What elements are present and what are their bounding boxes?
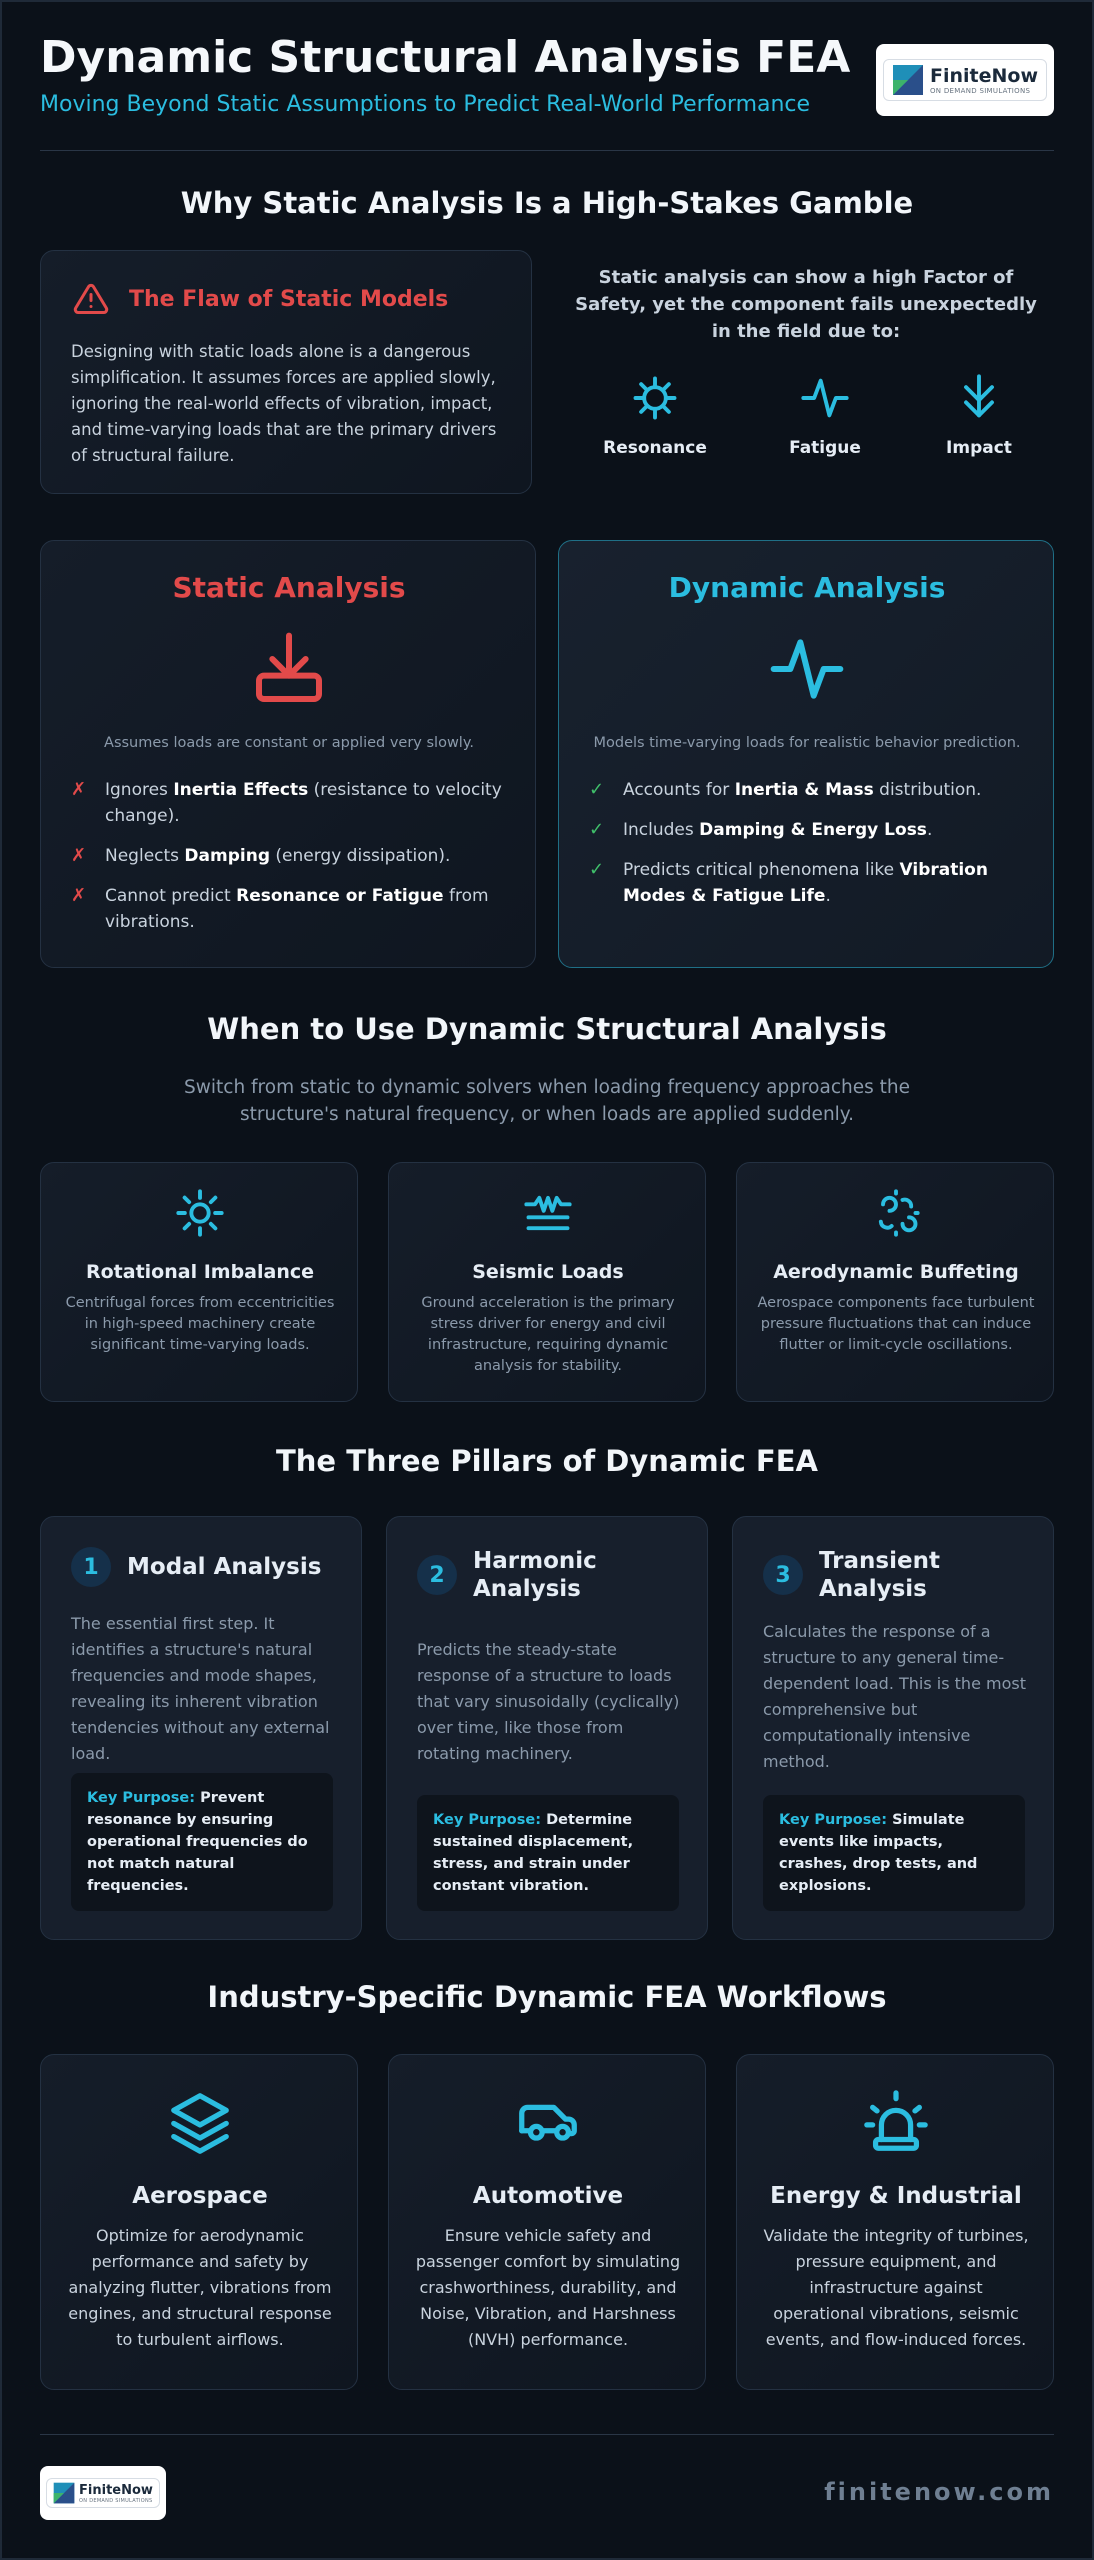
flaw-card xyxy=(40,250,532,494)
footer-url-link[interactable]: finitenow.com xyxy=(824,2478,1054,2506)
cause-resonance xyxy=(590,372,720,458)
cause-impact xyxy=(914,372,1044,458)
industry-card-automotive xyxy=(388,2054,706,2390)
seismic-wave-icon xyxy=(522,1187,574,1239)
industry-text: Validate the integrity of turbines, pressure equipment, and infrastructure against operational vibrations, seismic events, and flow-induced forces. xyxy=(763,2226,1029,2349)
key-purpose-label: Key Purpose: xyxy=(87,1790,196,1806)
footer-divider xyxy=(40,2434,1054,2435)
section-title-industry: Industry-Specific Dynamic FEA Workflows xyxy=(207,1980,887,2014)
case-card-rotational xyxy=(40,1162,358,1402)
cause-label: Fatigue xyxy=(789,438,861,458)
logo-tagline: ON DEMAND SIMULATIONS xyxy=(79,2497,153,2504)
virus-icon xyxy=(629,372,681,424)
flaw-text: Designing with static loads alone is a dangerous simplification. It assumes forces are applied slowly, ignoring the real-world effects of vibration, impact, and time-varying loads that are the primary drivers of structural failure. xyxy=(71,342,497,465)
dynamic-card xyxy=(558,540,1054,968)
wind-swirl-icon xyxy=(870,1187,922,1239)
case-title: Aerodynamic Buffeting xyxy=(773,1261,1019,1283)
industry-card-energy xyxy=(736,2054,1054,2390)
when-intro: Switch from static to dynamic solvers when loading frequency approaches the structure's natural frequency, or when loads are applied suddenly. xyxy=(184,1077,910,1125)
dynamic-item: ✓ Includes Damping & Energy Loss. xyxy=(589,817,1029,843)
pillar-card-harmonic xyxy=(386,1516,708,1940)
dynamic-title: Dynamic Analysis xyxy=(668,571,946,604)
fos-text: Static analysis can show a high Factor of Safety, yet the component fails unexpectedly in the field due to: xyxy=(575,267,1037,342)
x-mark-icon: ✗ xyxy=(71,779,87,800)
sun-icon xyxy=(174,1187,226,1239)
section-title-gamble: Why Static Analysis Is a High-Stakes Gamble xyxy=(180,186,914,220)
footer-logo[interactable] xyxy=(40,2466,166,2520)
page-subtitle: Moving Beyond Static Assumptions to Predict Real-World Performance xyxy=(40,92,811,117)
logo-wordmark: FiniteNow xyxy=(929,65,1038,87)
key-purpose-label: Key Purpose: xyxy=(779,1812,888,1828)
industry-text: Optimize for aerodynamic performance and safety by analyzing flutter, vibrations from engines, and structural response to turbulent airflows. xyxy=(68,2226,332,2349)
cause-label: Impact xyxy=(946,438,1012,458)
dynamic-item: ✓ Predicts critical phenomena like Vibration Modes & Fatigue Life. xyxy=(589,857,1029,909)
case-card-seismic xyxy=(388,1162,706,1402)
static-desc: Assumes loads are constant or applied very slowly. xyxy=(104,735,474,751)
industry-title: Automotive xyxy=(472,2183,624,2209)
logo-tagline: ON DEMAND SIMULATIONS xyxy=(929,87,1031,95)
static-item: ✗ Cannot predict Resonance or Fatigue from vibrations. xyxy=(71,883,511,935)
pillar-card-modal xyxy=(40,1516,362,1940)
dynamic-item: ✓ Accounts for Inertia & Mass distribution. xyxy=(589,777,1029,803)
header-divider xyxy=(40,150,1054,151)
case-card-aero xyxy=(736,1162,1054,1402)
pillar-purpose: Key Purpose: Prevent resonance by ensuring operational frequencies do not match natural frequencies. xyxy=(71,1773,333,1911)
dynamic-list xyxy=(589,777,1029,923)
car-icon xyxy=(513,2087,583,2157)
download-tray-icon xyxy=(249,629,329,709)
industry-card-aerospace xyxy=(40,2054,358,2390)
check-icon: ✓ xyxy=(589,779,605,800)
static-item: ✗ Ignores Inertia Effects (resistance to velocity change). xyxy=(71,777,511,829)
flaw-title: The Flaw of Static Models xyxy=(129,287,449,312)
pulse-icon xyxy=(799,372,851,424)
key-purpose-label: Key Purpose: xyxy=(433,1812,542,1828)
pillar-title: Harmonic Analysis xyxy=(473,1548,597,1602)
case-title: Seismic Loads xyxy=(472,1261,624,1283)
arrow-down-icon xyxy=(953,372,1005,424)
pillar-title: Modal Analysis xyxy=(127,1554,322,1580)
pillar-number: 1 xyxy=(71,1547,111,1587)
static-item: ✗ Neglects Damping (energy dissipation). xyxy=(71,843,511,869)
case-text: Centrifugal forces from eccentricities in high-speed machinery create significant time-varying loads. xyxy=(65,1295,335,1353)
case-text: Ground acceleration is the primary stress driver for energy and civil infrastructure, requiring dynamic analysis for stability. xyxy=(421,1295,675,1374)
pillar-text: Predicts the steady-state response of a structure to loads that vary sinusoidally (cyclically) over time, like those from rotating machinery. xyxy=(417,1640,680,1763)
case-title: Rotational Imbalance xyxy=(85,1261,314,1283)
pillar-text: The essential first step. It identifies a structure's natural frequencies and mode shapes, revealing its inherent vibration tendencies without any external load. xyxy=(71,1614,330,1763)
industry-title: Aerospace xyxy=(132,2183,268,2209)
static-card xyxy=(40,540,536,968)
pillar-purpose: Key Purpose: Determine sustained displacement, stress, and strain under constant vibration. xyxy=(417,1795,679,1911)
finitenow-logo-icon xyxy=(53,2482,75,2504)
static-list xyxy=(71,777,511,949)
pillar-number: 3 xyxy=(763,1555,803,1595)
logo-wordmark: FiniteNow xyxy=(79,2482,153,2498)
pillar-card-transient xyxy=(732,1516,1054,1940)
finitenow-logo-icon xyxy=(892,64,924,96)
pulse-icon xyxy=(767,629,847,709)
x-mark-icon: ✗ xyxy=(71,885,87,906)
check-icon: ✓ xyxy=(589,859,605,880)
x-mark-icon: ✗ xyxy=(71,845,87,866)
check-icon: ✓ xyxy=(589,819,605,840)
cause-label: Resonance xyxy=(603,438,707,458)
dynamic-desc: Models time-varying loads for realistic behavior prediction. xyxy=(593,735,1021,751)
cause-fatigue xyxy=(760,372,890,458)
alarm-light-icon xyxy=(861,2087,931,2157)
industry-text: Ensure vehicle safety and passenger comfort by simulating crashworthiness, durability, and Noise, Vibration, and Harshness (NVH) performance. xyxy=(415,2226,681,2349)
case-text: Aerospace components face turbulent pressure fluctuations that can induce flutter or limit-cycle oscillations. xyxy=(757,1295,1035,1353)
layers-icon xyxy=(165,2087,235,2157)
pillar-title: Transient Analysis xyxy=(819,1548,940,1602)
pillar-number: 2 xyxy=(417,1555,457,1595)
section-title-when: When to Use Dynamic Structural Analysis xyxy=(207,1012,887,1046)
pillar-purpose: Key Purpose: Simulate events like impacts, crashes, drop tests, and explosions. xyxy=(763,1795,1025,1911)
warning-icon xyxy=(73,281,109,317)
header-logo[interactable] xyxy=(876,44,1054,116)
page-title: Dynamic Structural Analysis FEA xyxy=(40,32,851,83)
pillar-text: Calculates the response of a structure to any general time-dependent load. This is the most comprehensive but computationally intensive method. xyxy=(763,1622,1026,1771)
section-title-pillars: The Three Pillars of Dynamic FEA xyxy=(276,1444,818,1478)
static-title: Static Analysis xyxy=(172,571,406,604)
industry-title: Energy & Industrial xyxy=(770,2183,1022,2209)
